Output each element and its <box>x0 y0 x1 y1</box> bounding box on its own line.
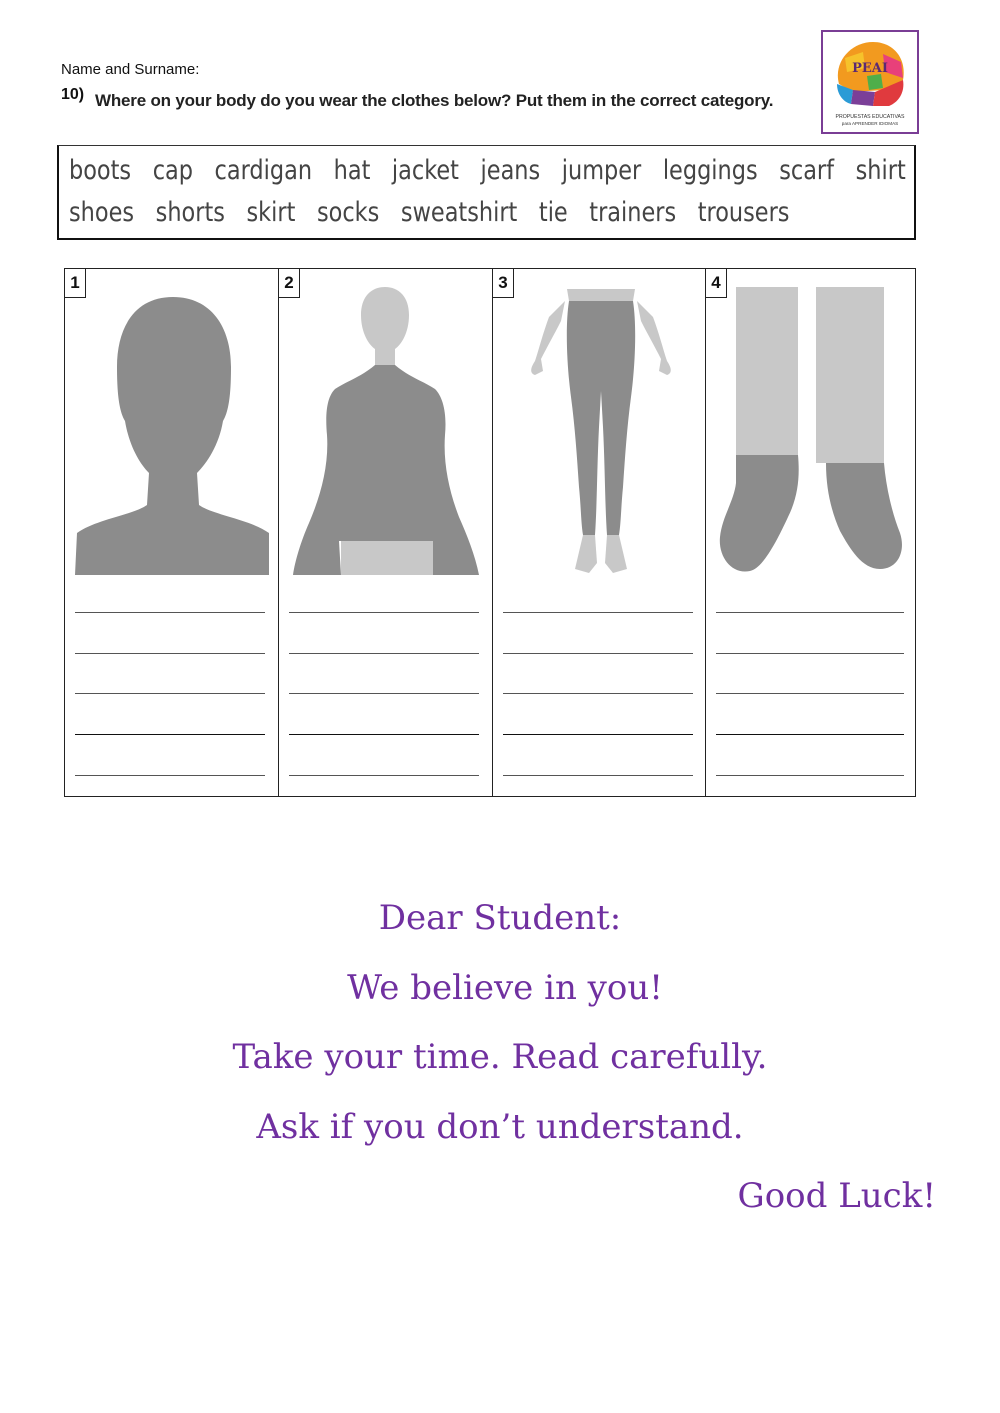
word-sweatshirt: sweatshirt <box>400 197 518 228</box>
logo-caption-line2: para APRENDER IDIOMAS <box>841 121 899 126</box>
answer-line <box>75 653 265 654</box>
answer-line <box>716 693 904 694</box>
word-jumper: jumper <box>561 155 642 186</box>
category-table <box>64 268 916 797</box>
word-cardigan: cardigan <box>214 155 313 186</box>
peai-logo-icon <box>821 30 919 134</box>
word-shorts: shorts <box>155 197 225 228</box>
category-number: 1 <box>65 269 86 298</box>
answer-line <box>75 612 265 613</box>
answer-line <box>75 693 265 694</box>
word-skirt: skirt <box>246 197 296 228</box>
category-column-2 <box>278 269 492 796</box>
message-line-5: Good Luck! <box>737 1176 936 1216</box>
word-bank-row-1 <box>69 155 927 186</box>
answer-line <box>289 734 479 735</box>
answer-line <box>289 653 479 654</box>
answer-line <box>75 734 265 735</box>
answer-line <box>75 775 265 776</box>
category-column-3 <box>492 269 705 796</box>
word-trousers: trousers <box>697 197 790 228</box>
message-line-4: Ask if you don’t understand. <box>256 1107 744 1147</box>
name-and-surname-label: Name and Surname: <box>61 61 200 78</box>
word-jacket: jacket <box>391 155 459 186</box>
answer-line <box>289 775 479 776</box>
answer-line <box>289 612 479 613</box>
word-trainers: trainers <box>589 197 677 228</box>
word-hat: hat <box>333 155 371 186</box>
word-jeans: jeans <box>480 155 541 186</box>
answer-line <box>503 775 693 776</box>
word-bank <box>57 145 916 240</box>
word-shirt: shirt <box>855 155 906 186</box>
word-tie: tie <box>538 197 568 228</box>
answer-line <box>503 653 693 654</box>
category-column-4 <box>705 269 915 796</box>
answer-line <box>503 734 693 735</box>
logo-caption-line1: PROPUESTAS EDUCATIVAS <box>835 114 905 120</box>
word-bank-row-2 <box>69 197 811 228</box>
message-line-2: We believe in you! <box>347 968 663 1008</box>
category-number: 2 <box>279 269 300 298</box>
question-number: 10) <box>61 86 85 103</box>
word-boots: boots <box>69 155 132 186</box>
answer-line <box>716 612 904 613</box>
word-socks: socks <box>316 197 380 228</box>
category-number: 3 <box>493 269 514 298</box>
word-shoes: shoes <box>69 197 135 228</box>
answer-line <box>503 612 693 613</box>
word-scarf: scarf <box>779 155 835 186</box>
answer-line <box>716 775 904 776</box>
logo-text: PEAI <box>852 61 888 76</box>
answer-line <box>289 693 479 694</box>
category-column-1 <box>65 269 278 796</box>
question-instruction: Where on your body do you wear the clothes below? Put them in the correct category. <box>95 91 774 110</box>
word-leggings: leggings <box>662 155 758 186</box>
message-line-3: Take your time. Read carefully. <box>232 1037 768 1077</box>
answer-line <box>503 693 693 694</box>
category-number: 4 <box>706 269 727 298</box>
word-cap: cap <box>152 155 193 186</box>
answer-line <box>716 734 904 735</box>
answer-line <box>716 653 904 654</box>
message-line-1: Dear Student: <box>378 898 622 938</box>
head-silhouette-icon <box>73 293 271 577</box>
